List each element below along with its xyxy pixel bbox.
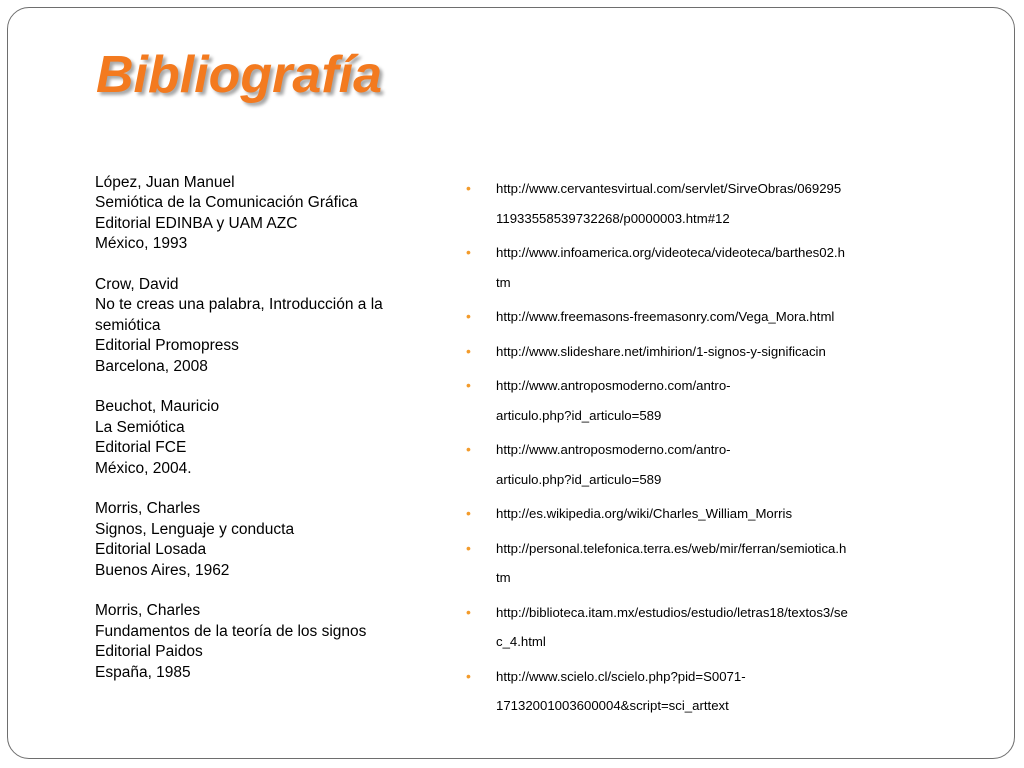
book-reference-line: México, 2004. <box>95 459 192 477</box>
web-reference-url[interactable]: c_4.html <box>496 634 546 649</box>
web-reference-url[interactable]: http://www.cervantesvirtual.com/servlet/SirveObras/069295 <box>496 181 842 196</box>
book-reference <box>95 275 445 377</box>
book-reference-line: López, Juan Manuel <box>95 174 235 191</box>
web-reference-item[interactable] <box>466 598 916 657</box>
book-reference-line: Semiótica de la Comunicación Gráfica <box>95 194 358 212</box>
web-reference-item[interactable] <box>466 174 916 233</box>
slide-title: Bibliografía <box>96 46 383 104</box>
book-reference-line: Signos, Lenguaje y conducta <box>95 520 295 538</box>
book-reference-line: Editorial Promopress <box>95 337 239 355</box>
web-reference-item[interactable] <box>466 371 916 430</box>
book-reference-line: No te creas una palabra, Introducción a la semiótica <box>95 296 383 334</box>
bullet-icon: • <box>466 441 471 457</box>
web-reference-item[interactable] <box>466 238 916 297</box>
book-reference <box>95 499 445 581</box>
bullet-icon: • <box>466 377 471 393</box>
web-references-list <box>466 174 916 726</box>
web-reference-url[interactable]: http://www.scielo.cl/scielo.php?pid=S0071- <box>496 668 746 684</box>
web-reference-url[interactable]: http://www.slideshare.net/imhirion/1-signos-y-significacin <box>496 343 826 359</box>
book-reference-line: Editorial Losada <box>95 541 207 559</box>
book-reference-line: Barcelona, 2008 <box>95 357 208 375</box>
web-reference-url[interactable]: http://www.freemasons-freemasonry.com/Vega_Mora.html <box>496 309 835 324</box>
web-reference-item[interactable] <box>466 534 916 593</box>
bullet-icon: • <box>466 342 471 359</box>
book-reference-line: Fundamentos de la teoría de los signos <box>95 622 367 640</box>
bullet-icon: • <box>466 603 471 620</box>
bullet-icon: • <box>466 180 471 196</box>
book-reference <box>95 173 445 255</box>
web-reference-url[interactable]: http://personal.telefonica.terra.es/web/mir/ferran/semiotica.h <box>496 540 847 556</box>
bullet-icon: • <box>466 539 471 556</box>
web-reference-url[interactable]: tm <box>496 570 511 585</box>
book-reference-line: Buenos Aires, 1962 <box>95 561 230 579</box>
bullet-icon: • <box>466 667 471 684</box>
web-reference-url[interactable]: http://www.antroposmoderno.com/antro- <box>496 378 731 393</box>
web-reference-url[interactable]: http://www.antroposmoderno.com/antro- <box>496 442 731 457</box>
web-reference-url[interactable]: articulo.php?id_articulo=589 <box>496 407 662 423</box>
web-reference-item[interactable] <box>466 302 916 332</box>
book-reference-line: La Semiótica <box>95 418 185 436</box>
web-reference-item[interactable] <box>466 662 916 721</box>
bullet-icon: • <box>466 505 471 521</box>
bullet-icon: • <box>466 308 471 324</box>
book-reference-line: Beuchot, Mauricio <box>95 398 220 416</box>
book-reference-line: Editorial Paidos <box>95 643 203 661</box>
book-reference-line: Editorial FCE <box>95 439 187 457</box>
book-reference <box>95 601 445 683</box>
book-reference-line: Editorial EDINBA y UAM AZC <box>95 214 298 232</box>
book-reference-line: España, 1985 <box>95 663 191 681</box>
bullet-icon: • <box>466 244 471 260</box>
book-reference-line: Morris, Charles <box>95 602 201 620</box>
book-reference-line: Morris, Charles <box>95 500 201 518</box>
web-reference-item[interactable] <box>466 435 916 494</box>
book-reference-line: México, 1993 <box>95 235 188 253</box>
web-reference-url[interactable]: http://es.wikipedia.org/wiki/Charles_William_Morris <box>496 506 793 521</box>
web-reference-url[interactable]: 11933558539732268/p0000003.htm#12 <box>496 210 730 226</box>
web-reference-url[interactable]: 17132001003600004&script=sci_arttext <box>496 698 729 713</box>
book-reference-line: Crow, David <box>95 276 179 294</box>
book-reference <box>95 397 445 479</box>
web-reference-url[interactable]: http://biblioteca.itam.mx/estudios/estudio/letras18/textos3/se <box>496 604 848 620</box>
web-reference-item[interactable] <box>466 499 916 529</box>
book-references-list <box>95 173 445 683</box>
web-reference-url[interactable]: http://www.infoamerica.org/videoteca/videoteca/barthes02.h <box>496 245 845 260</box>
web-reference-item[interactable] <box>466 337 916 367</box>
web-reference-url[interactable]: articulo.php?id_articulo=589 <box>496 471 662 487</box>
web-reference-url[interactable]: tm <box>496 274 511 290</box>
